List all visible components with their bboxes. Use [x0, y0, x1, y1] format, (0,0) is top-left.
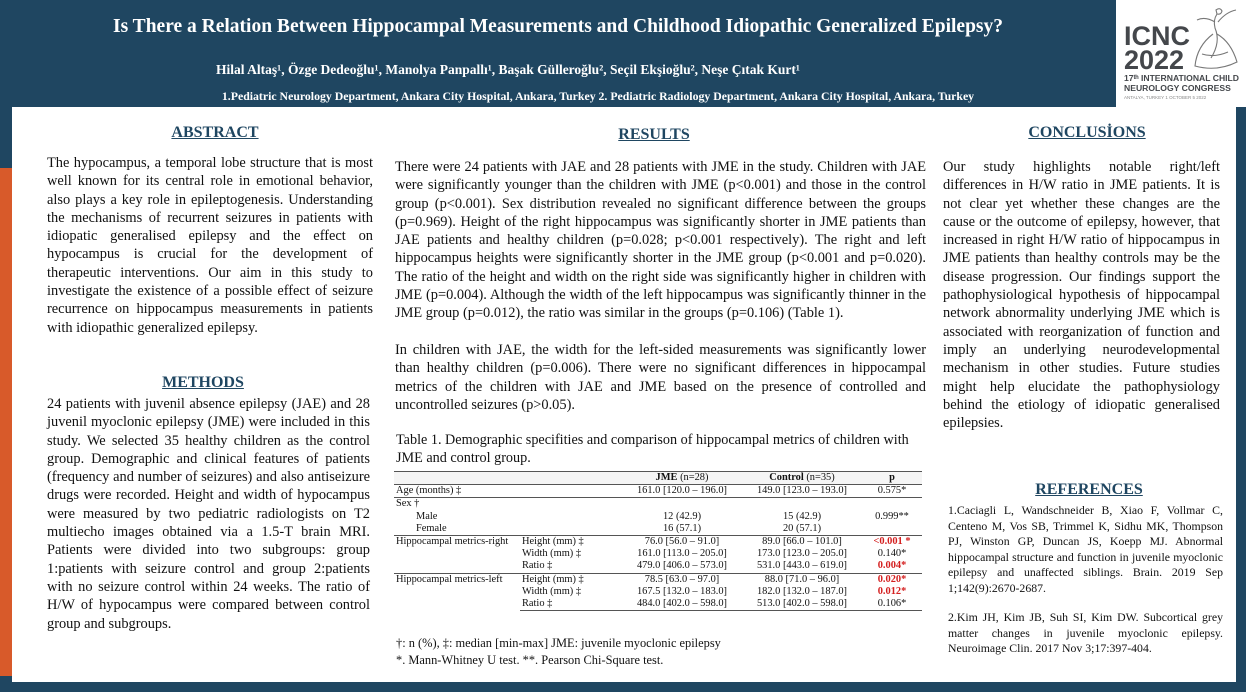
table-row: Sex †: [394, 498, 922, 511]
reference-1: 1.Caciagli L, Wandschneider B, Xiao F, Vollmar C, Centeno M, Vos SB, Trimmel K, Sidhu MK, Thompson PJ, Winston GP, Duncan JS, Koepp MJ. Abnormal hippocampal structure and function in juvenile myoclonic epilepsy and unaffected siblings. Brain. 2019 Sep 1;142(9):2670-2687.: [948, 503, 1223, 595]
author-list: Hilal Altaş¹, Özge Dedeoğlu¹, Manolya Panpallı¹, Başak Gülleroğlu², Seçil Ekşioğlu², Neşe Çıtak Kurt¹: [216, 62, 800, 77]
reference-2: 2.Kim JH, Kim JB, Suh SI, Kim DW. Subcortical grey matter changes in juvenile myoclonic epilepsy. Neuroimage Clin. 2017 Nov 3;17:397-404.: [948, 610, 1223, 656]
logo-line2: 2022: [1124, 45, 1185, 75]
conclusions-text: Our study highlights notable right/left differences in H/W ratio in JME patients. It is not clear yet whether these changes are the cause or the outcome of epilepsy, however, that increased in right H/W ratio of hippocampus in JME patients than healthy controls may be the disease progression. Our findings support the pathophysiological hypothesis of hippocampal network abnormality underlying JME which is associated with reorganization of function and imply an underlying neurodevelopmental mechanism in other studies. Future studies might help elucidate the pathophysiology behind the etiology of idiopatic generalised epilepsies.: [943, 159, 1220, 432]
whirling-dervish-icon: [1186, 4, 1242, 74]
frame-right: [1236, 107, 1246, 692]
abstract-heading: ABSTRACT: [171, 124, 259, 141]
logo-tiny-text: ANTALYA, TURKEY 1 OCTOBER 5 2022: [1124, 95, 1207, 100]
header-p: p: [862, 472, 922, 485]
frame-bottom: [0, 682, 1246, 692]
table-row: Width (mm) ‡ 161.0 [113.0 – 205.0] 173.0 [123.0 – 205.0] 0.140*: [522, 548, 907, 560]
table-footnote-2: *. Mann-Whitney U test. **. Pearson Chi-Square test.: [396, 653, 664, 667]
methods-heading: METHODS: [162, 374, 244, 391]
table-footnote-1: †: n (%), ‡: median [min-max] JME: juvenile myoclonic epilepsy: [396, 636, 721, 650]
methods-text: 24 patients with juvenil absence epilepsy (JAE) and 28 juvenil myoclonic epilepsy (JME) were included in this study. We selected 35 healthy children as the control group. Demographic and clinical features of patients (frequency and number of seizures) and also antiseizure drugs were recorded. Height and width of hypocampus were measured by two pediatric radiologists on T2 multiecho images obtained via a 1.5-T brain MRI. Patients were divided into two subgroups: group 1:patients with seizure control and group 2:patients with no seizure control within 24 weeks. The ratio of H/W of hypocampus were compared between control group and subgroups.: [47, 396, 370, 632]
group-label-right: Hippocampal metrics-right: [394, 536, 520, 574]
table-row: Width (mm) ‡ 167.5 [132.0 – 183.0] 182.0 [132.0 – 187.0] 0.012*: [522, 585, 907, 597]
header-jme: JME (n=28): [622, 472, 742, 485]
header-control: Control (n=35): [742, 472, 862, 485]
table-row: Ratio ‡ 484.0 [402.0 – 598.0] 513.0 [402.0 – 598.0] 0.106*: [394, 598, 922, 611]
logo-wordmark: [1124, 21, 1190, 75]
table-row: Male 12 (42.9) 15 (42.9) 0.999**: [416, 510, 909, 522]
logo-line1: ICNC: [1124, 21, 1190, 51]
table-row: Hippocampal metrics-left Height (mm) ‡ 78.5 [63.0 – 97.0] 88.0 [71.0 – 96.0] 0.020*: [394, 573, 922, 586]
references-heading: REFERENCES: [1035, 481, 1143, 498]
table-row: Hippocampal metrics-right Height (mm) ‡ 76.0 [56.0 – 91.0] 89.0 [66.0 – 101.0] <0.001 *: [394, 536, 922, 549]
results-heading: RESULTS: [618, 126, 690, 143]
affiliations: 1.Pediatric Neurology Department, Ankara City Hospital, Ankara, Turkey 2. Pediatric Radiology Department, Ankara City Hospital, Ankara, Turkey: [221, 89, 975, 103]
abstract-text: The hypocampus, a temporal lobe structure that is most well known for its central role in emotional behavior, also plays a key role in epileptogenesis. Understanding the mechanisms of recurrent seizures in patients with idiopatic generalised epilepsy and the effect on hypocampus is crucial for the development of therapeutic interventions. Our aim in this study to investigate the existence of a possible effect of seizure recurrence on hippocampus measurements in patients with idiopathic generalized epilepsy.: [47, 155, 373, 336]
poster-title: Is There a Relation Between Hippocampal Measurements and Childhood Idiopathic Generalized Epilepsy?: [112, 16, 1004, 37]
table-caption: Table 1. Demographic specifities and comparison of hippocampal metrics of children with JME and control group.: [396, 432, 909, 467]
table-row: Age (months) ‡ 161.0 [120.0 – 196.0] 149.0 [123.0 – 193.0] 0.575*: [396, 485, 907, 497]
table-header-row: [394, 472, 922, 485]
logo-sub1: 17ᵗʰ INTERNATIONAL CHILD: [1124, 73, 1239, 83]
results-text-2: In children with JAE, the width for the left-sided measurements was significantly lower than healthy children (p=0.006). There were no significant differences in hippocampal metrics of the children with JAE and JME based on the presence of controlled and uncontrolled seizures (p>0.05).: [395, 342, 926, 413]
demographics-table: [394, 471, 922, 611]
accent-strip: [0, 168, 12, 676]
results-text-1: There were 24 patients with JAE and 28 patients with JME in the study. Children with JAE were significantly younger than the children with JME (p<0.001) and those in the control group (p<0.001). Sex distribution revealed no significant difference between the groups (p=0.969). Height of the right hippocampus was significantly shorter in JME patients than JAE patients and healthy children (p=0.028; p<0.001 respectively). The right and left hippocampus heights were significantly shorter in the JME group (p<0.001 and p=0.020). The ratio of the height and width on the right side was significantly higher in children with JME (p=0.004). Although the width of the left hippocampus was significantly thinner in the JME group (p=0.012), the ratio was similar in the groups (p=0.106) (Table 1).: [395, 159, 926, 322]
conclusions-heading: CONCLUSİONS: [1028, 124, 1146, 141]
logo-sub2: NEUROLOGY CONGRESS: [1124, 82, 1231, 93]
table-row: Ratio ‡ 479.0 [406.0 – 573.0] 531.0 [443.0 – 619.0] 0.004*: [522, 560, 907, 572]
group-label-left: Hippocampal metrics-left: [394, 573, 520, 611]
table-row: Female 16 (57.1) 20 (57.1): [416, 522, 822, 534]
